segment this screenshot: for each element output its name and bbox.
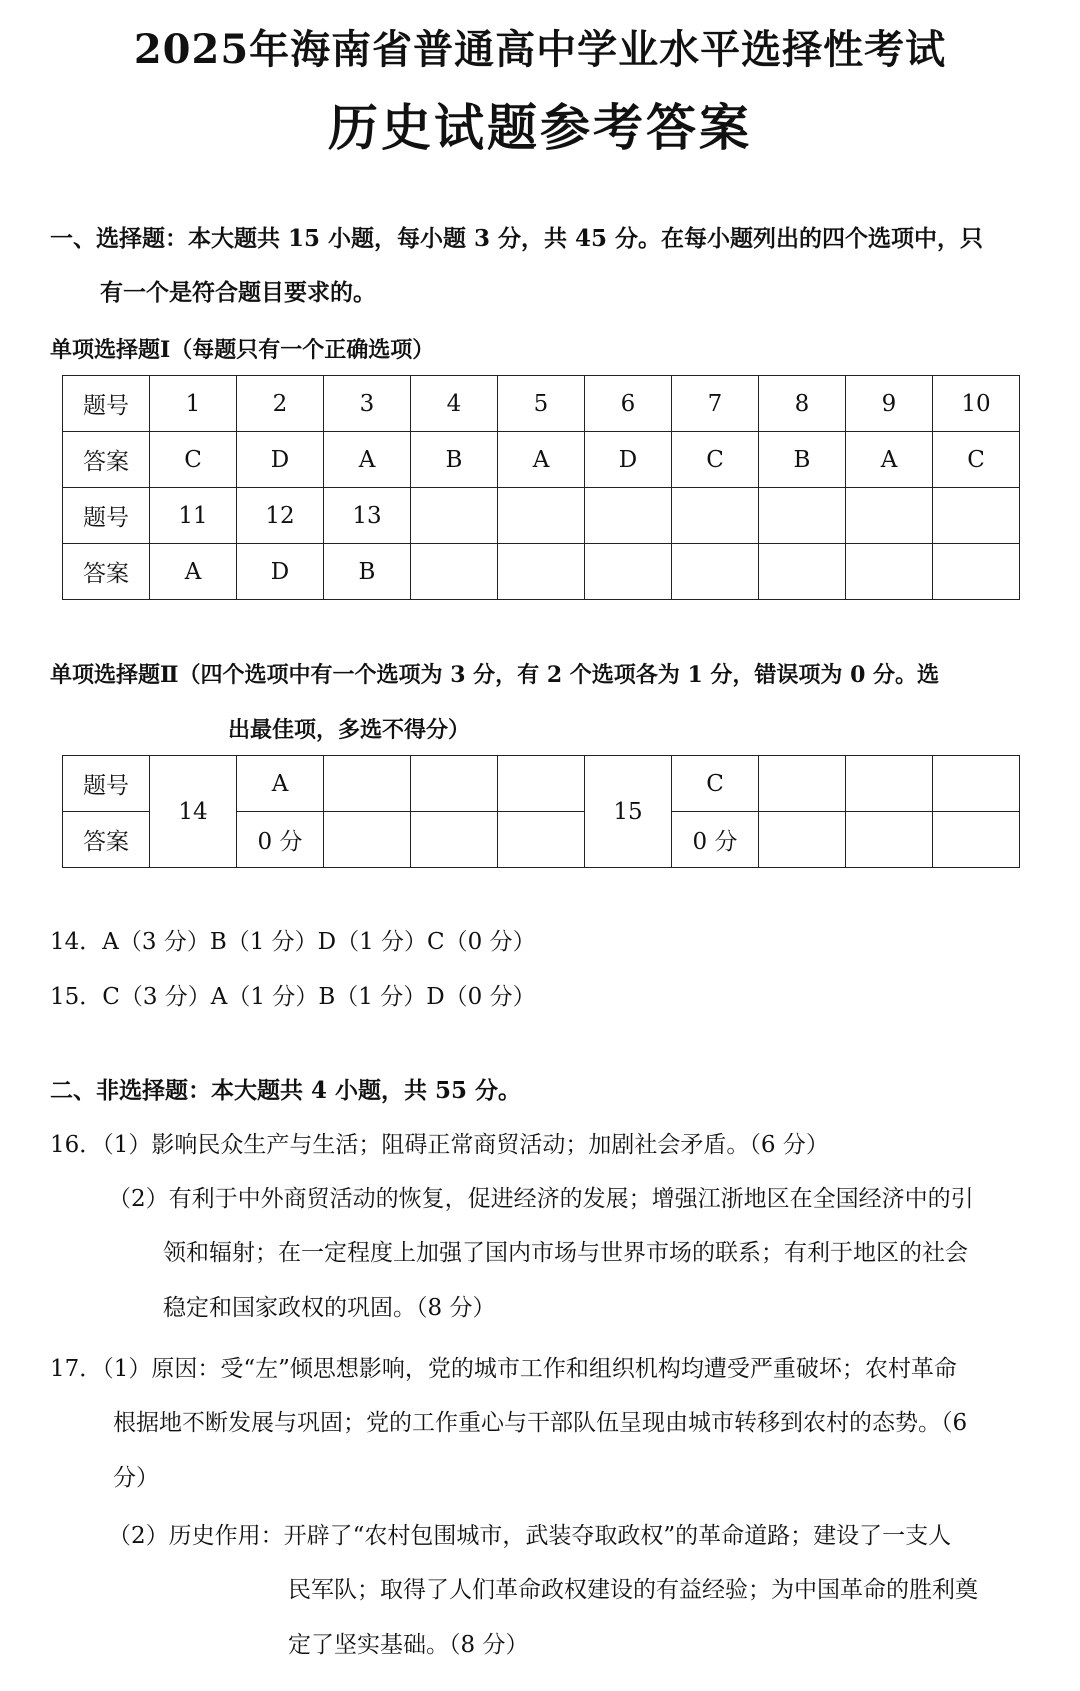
empty-cell	[324, 812, 411, 868]
row-label: 答案	[63, 544, 150, 600]
q16-part2-line3: 稳定和国家政权的巩固。（8 分）	[163, 1295, 496, 1321]
row-label: 答案	[63, 812, 150, 868]
empty-cell	[498, 544, 585, 600]
answer-table-1	[62, 375, 1020, 600]
question-number: 5	[498, 376, 585, 432]
answer-cell: D	[237, 544, 324, 600]
question-number: 11	[150, 488, 237, 544]
answer-cell: B	[324, 544, 411, 600]
score-cell: 0 分	[672, 812, 759, 868]
q16-part2-line2: 领和辐射；在一定程度上加强了国内市场与世界市场的联系；有利于地区的社会	[163, 1240, 968, 1266]
empty-cell	[933, 544, 1020, 600]
answer-cell: B	[759, 432, 846, 488]
table-row	[63, 544, 1020, 600]
question-number: 2	[237, 376, 324, 432]
empty-cell	[411, 756, 498, 812]
answer-cell: A	[498, 432, 585, 488]
section1-heading-line2: 有一个是符合题目要求的。	[100, 279, 376, 306]
empty-cell	[498, 756, 585, 812]
row-label: 答案	[63, 432, 150, 488]
answer-cell: A	[324, 432, 411, 488]
question-number: 4	[411, 376, 498, 432]
empty-cell	[411, 812, 498, 868]
answer-cell: C	[933, 432, 1020, 488]
question-number: 15	[585, 756, 672, 868]
page-title: 2025年海南省普通高中学业水平选择性考试	[133, 26, 947, 73]
empty-cell	[759, 812, 846, 868]
score-cell: 0 分	[237, 812, 324, 868]
empty-cell	[933, 488, 1020, 544]
empty-cell	[846, 488, 933, 544]
answer-cell: C	[672, 432, 759, 488]
row-label: 题号	[63, 376, 150, 432]
empty-cell	[672, 544, 759, 600]
empty-cell	[846, 756, 933, 812]
answer-cell: A	[846, 432, 933, 488]
empty-cell	[759, 544, 846, 600]
answer-line-15: 15．C（3 分）A（1 分）B（1 分）D（0 分）	[50, 984, 536, 1010]
empty-cell	[933, 812, 1020, 868]
section2-heading: 二、非选择题：本大题共 4 小题，共 55 分。	[50, 1077, 522, 1104]
row-label: 题号	[63, 488, 150, 544]
empty-cell	[411, 488, 498, 544]
row-label: 题号	[63, 756, 150, 812]
empty-cell	[846, 544, 933, 600]
q16-part1: 16．（1）影响民众生产与生活；阻碍正常商贸活动；加剧社会矛盾。（6 分）	[50, 1132, 829, 1158]
empty-cell	[933, 756, 1020, 812]
q16-part2-line1: （2）有利于中外商贸活动的恢复，促进经济的发展；增强江浙地区在全国经济中的引	[108, 1186, 974, 1212]
q17-part1-line1: 17．（1）原因：受“左”倾思想影响，党的城市工作和组织机构均遭受严重破坏；农村革命	[50, 1356, 957, 1382]
single2-heading-line2: 出最佳项，多选不得分）	[228, 717, 471, 743]
section1-heading-line1: 一、选择题：本大题共 15 小题，每小题 3 分，共 45 分。在每小题列出的四个选项中，只	[50, 225, 984, 252]
question-number: 9	[846, 376, 933, 432]
q17-part1-line3: 分）	[113, 1465, 159, 1491]
q17-part2-line3: 定了坚实基础。（8 分）	[288, 1632, 529, 1658]
answer-cell: D	[585, 432, 672, 488]
single2-heading-line1: 单项选择题Ⅱ（四个选项中有一个选项为 3 分，有 2 个选项各为 1 分，错误项为 0 分。选	[50, 662, 940, 688]
empty-cell	[759, 488, 846, 544]
empty-cell	[759, 756, 846, 812]
q17-part1-line2: 根据地不断发展与巩固；党的工作重心与干部队伍呈现由城市转移到农村的态势。（6	[113, 1410, 968, 1436]
page-subtitle: 历史试题参考答案	[328, 98, 752, 157]
table-row	[63, 376, 1020, 432]
table-row	[63, 432, 1020, 488]
answer-cell: A	[150, 544, 237, 600]
empty-cell	[411, 544, 498, 600]
answer-line-14: 14．A（3 分）B（1 分）D（1 分）C（0 分）	[50, 929, 536, 955]
answer-cell: D	[237, 432, 324, 488]
question-number: 14	[150, 756, 237, 868]
single1-heading: 单项选择题Ⅰ（每题只有一个正确选项）	[50, 337, 435, 363]
question-number: 7	[672, 376, 759, 432]
answer-table-2	[62, 755, 1020, 868]
answer-cell: A	[237, 756, 324, 812]
empty-cell	[324, 756, 411, 812]
answer-cell: B	[411, 432, 498, 488]
question-number: 13	[324, 488, 411, 544]
question-number: 6	[585, 376, 672, 432]
empty-cell	[585, 488, 672, 544]
q17-part2-line1: （2）历史作用：开辟了“农村包围城市，武装夺取政权”的革命道路；建设了一支人	[108, 1523, 952, 1549]
question-number: 10	[933, 376, 1020, 432]
empty-cell	[672, 488, 759, 544]
answer-cell: C	[672, 756, 759, 812]
empty-cell	[585, 544, 672, 600]
question-number: 8	[759, 376, 846, 432]
question-number: 3	[324, 376, 411, 432]
table-row	[63, 488, 1020, 544]
empty-cell	[846, 812, 933, 868]
table-row	[63, 756, 1020, 812]
empty-cell	[498, 488, 585, 544]
empty-cell	[498, 812, 585, 868]
q17-part2-line2: 民军队；取得了人们革命政权建设的有益经验；为中国革命的胜利奠	[288, 1577, 978, 1603]
question-number: 12	[237, 488, 324, 544]
question-number: 1	[150, 376, 237, 432]
answer-cell: C	[150, 432, 237, 488]
